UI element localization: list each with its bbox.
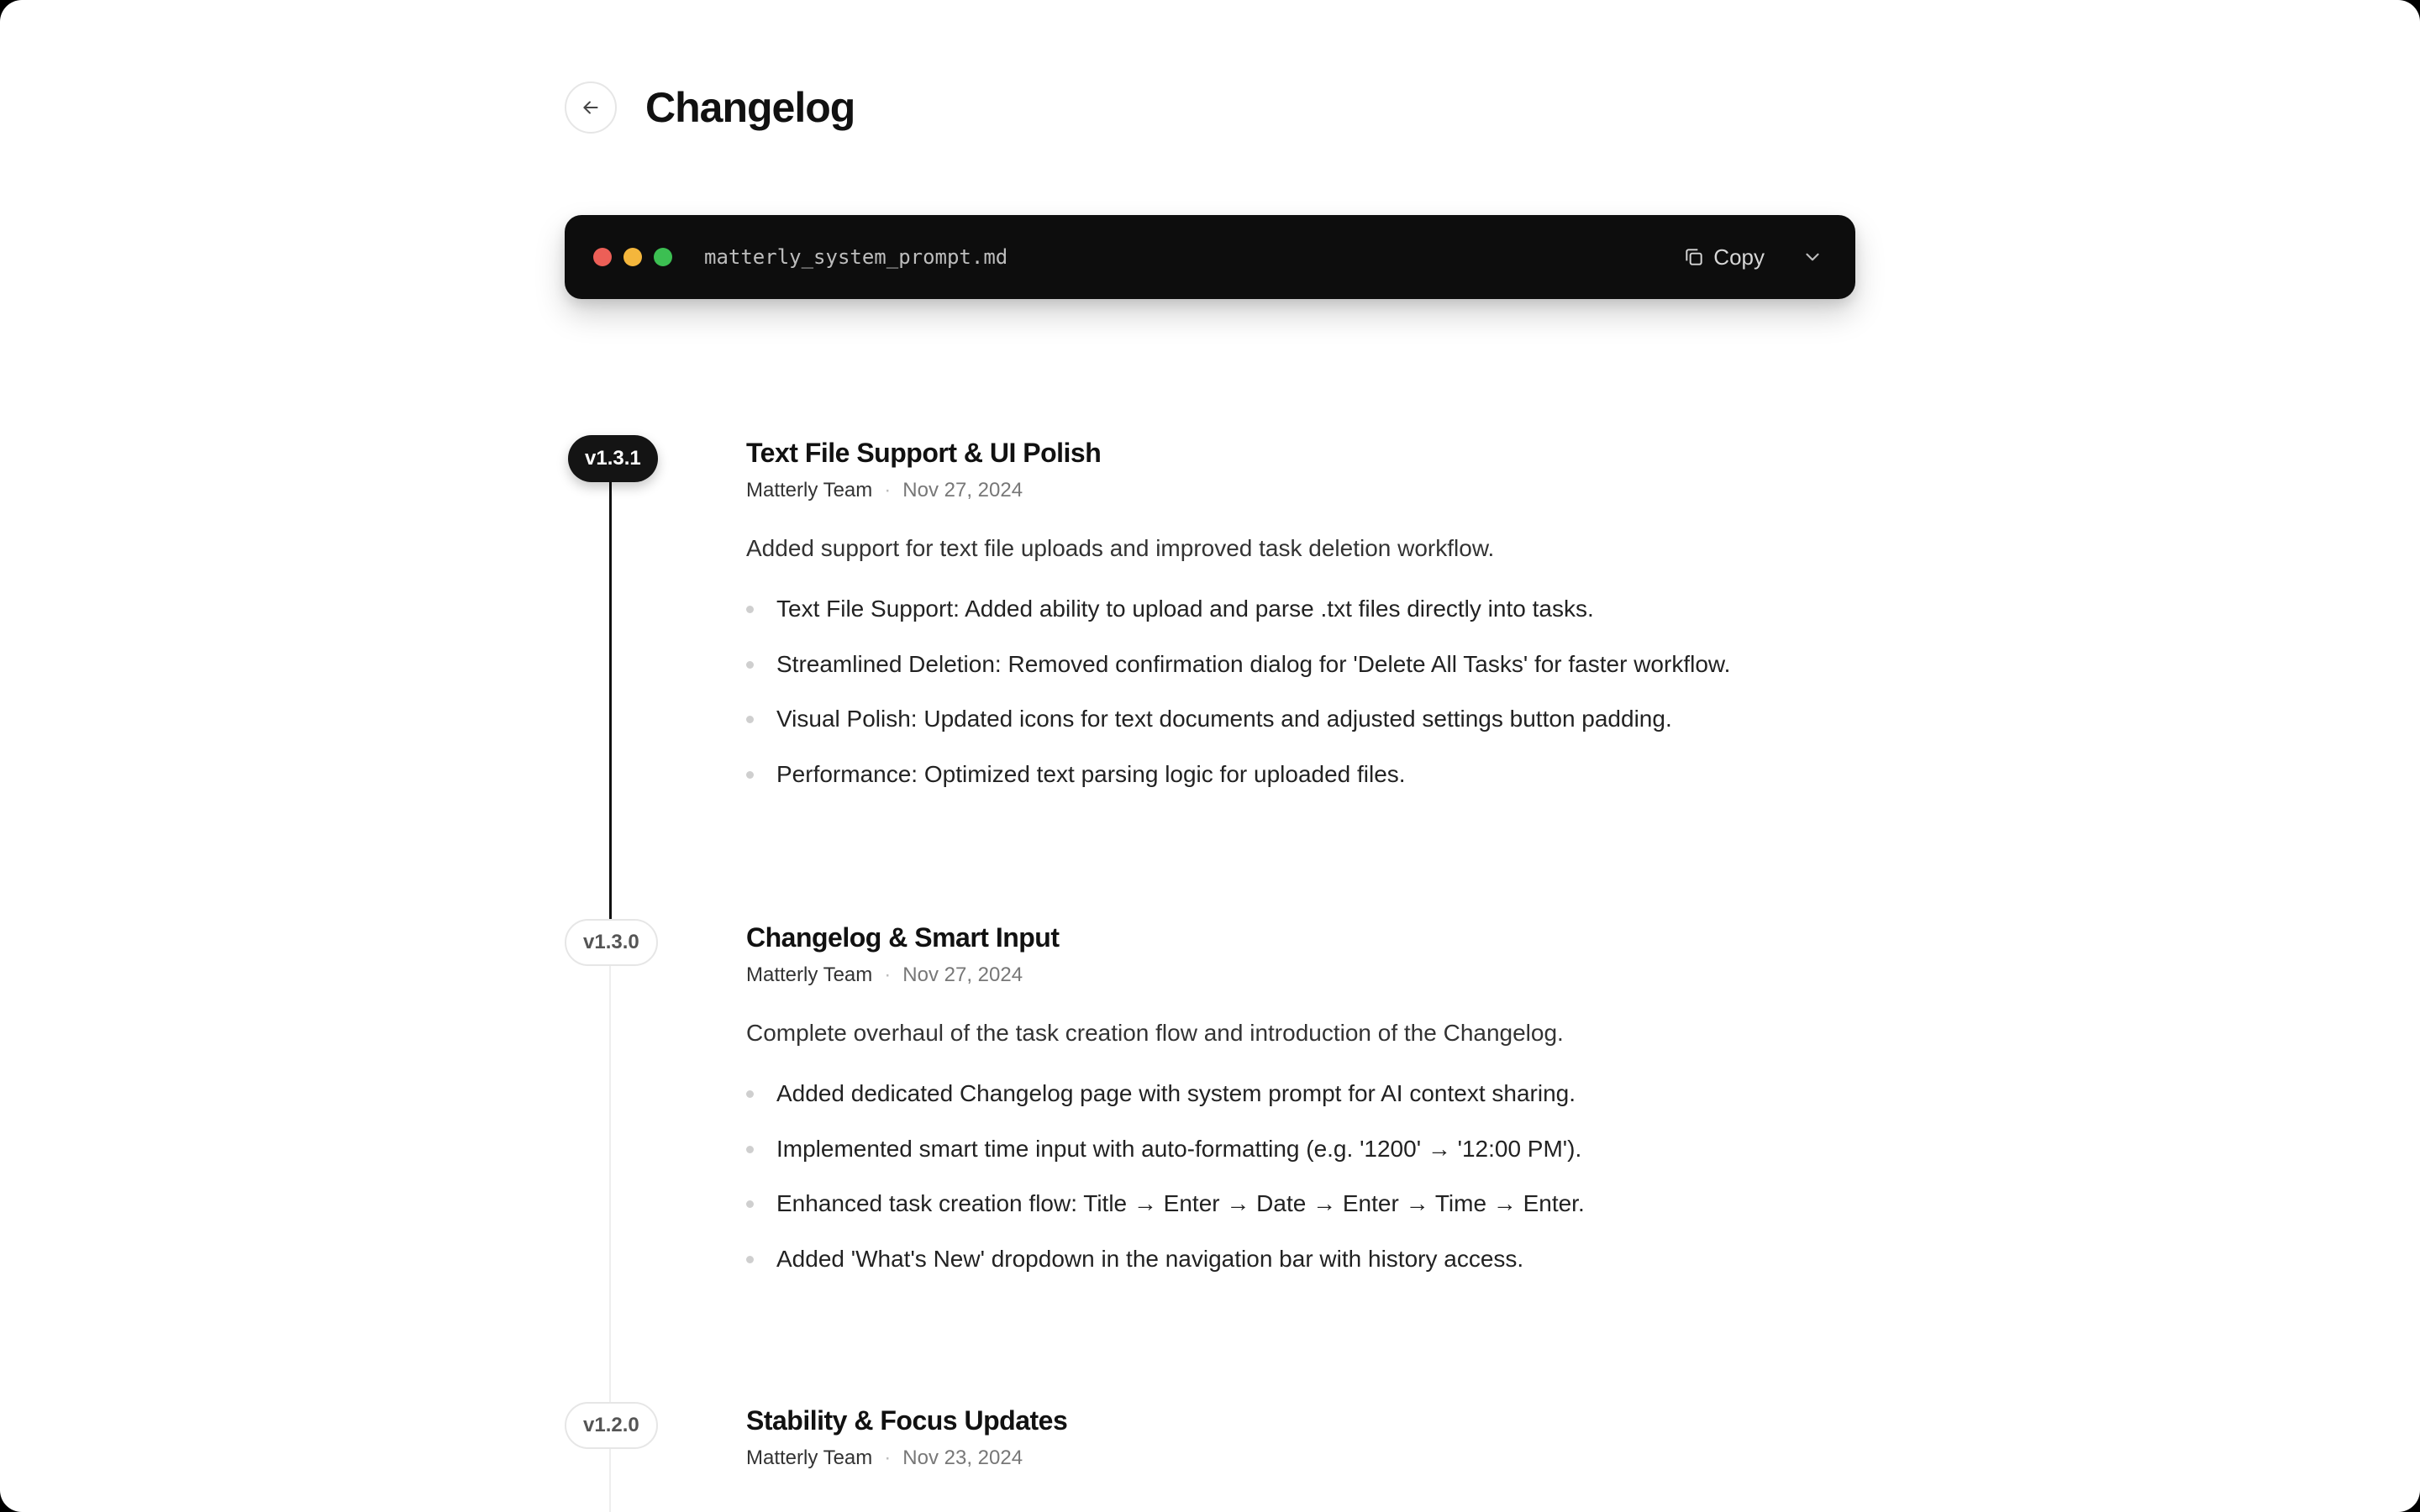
copy-button[interactable] bbox=[1683, 244, 1765, 270]
file-bar-actions bbox=[1683, 244, 1825, 270]
window-dots bbox=[593, 248, 684, 266]
copy-icon bbox=[1683, 246, 1705, 268]
list-item: Performance: Optimized text parsing logic for uploaded files. bbox=[746, 759, 1855, 790]
entry-date: Nov 23, 2024 bbox=[902, 1446, 1023, 1469]
entry-date: Nov 27, 2024 bbox=[902, 963, 1023, 986]
list-item: Enhanced task creation flow: Title → Enter → Date → Enter → Time → Enter. bbox=[746, 1189, 1855, 1219]
entry-summary: Complete overhaul of the task creation flow and introduction of the Changelog. bbox=[746, 1020, 1564, 1046]
meta-separator: · bbox=[884, 479, 892, 501]
meta-separator: · bbox=[884, 1446, 892, 1469]
expand-button[interactable] bbox=[1800, 244, 1825, 270]
entry-title: Text File Support & UI Polish bbox=[746, 438, 1102, 468]
entry-author: Matterly Team bbox=[746, 479, 873, 501]
entry-author: Matterly Team bbox=[746, 1446, 873, 1469]
page-title: Changelog bbox=[645, 84, 855, 131]
minimize-dot bbox=[623, 248, 642, 266]
list-item: Added 'What's New' dropdown in the navigation bar with history access. bbox=[746, 1244, 1855, 1274]
meta-separator: · bbox=[884, 963, 892, 986]
list-item: Implemented smart time input with auto-formatting (e.g. '1200' → '12:00 PM'). bbox=[746, 1134, 1855, 1164]
entry-title: Changelog & Smart Input bbox=[746, 922, 1060, 953]
arrow-left-icon bbox=[580, 97, 602, 118]
list-item: Visual Polish: Updated icons for text documents and adjusted settings button padding. bbox=[746, 704, 1855, 734]
list-item: Text File Support: Added ability to upload and parse .txt files directly into tasks. bbox=[746, 594, 1855, 624]
entry-title: Stability & Focus Updates bbox=[746, 1405, 1068, 1436]
list-item: Streamlined Deletion: Removed confirmation dialog for 'Delete All Tasks' for faster workflow. bbox=[746, 649, 1855, 680]
changelog-entry bbox=[746, 921, 1855, 1299]
back-button[interactable] bbox=[565, 81, 617, 134]
changelog-entry bbox=[746, 1404, 1855, 1471]
chevron-down-icon bbox=[1802, 246, 1823, 268]
system-prompt-file-bar bbox=[565, 215, 1855, 299]
entry-items bbox=[746, 594, 1855, 790]
file-name: matterly_system_prompt.md bbox=[704, 245, 1008, 269]
maximize-dot bbox=[654, 248, 672, 266]
entry-summary: Added support for text file uploads and improved task deletion workflow. bbox=[746, 535, 1495, 561]
entry-meta bbox=[746, 963, 1855, 988]
version-badge: v1.3.1 bbox=[568, 435, 658, 482]
close-dot bbox=[593, 248, 612, 266]
copy-label: Copy bbox=[1713, 244, 1765, 270]
entry-meta bbox=[746, 1446, 1855, 1471]
changelog-entry bbox=[746, 436, 1855, 814]
entry-items bbox=[746, 1079, 1855, 1274]
entry-date: Nov 27, 2024 bbox=[902, 479, 1023, 501]
version-badge: v1.3.0 bbox=[565, 919, 658, 966]
version-badge: v1.2.0 bbox=[565, 1402, 658, 1449]
entry-meta bbox=[746, 478, 1855, 503]
page-header bbox=[565, 81, 855, 134]
list-item: Added dedicated Changelog page with system prompt for AI context sharing. bbox=[746, 1079, 1855, 1109]
entry-author: Matterly Team bbox=[746, 963, 873, 986]
timeline-line-active bbox=[609, 458, 612, 920]
